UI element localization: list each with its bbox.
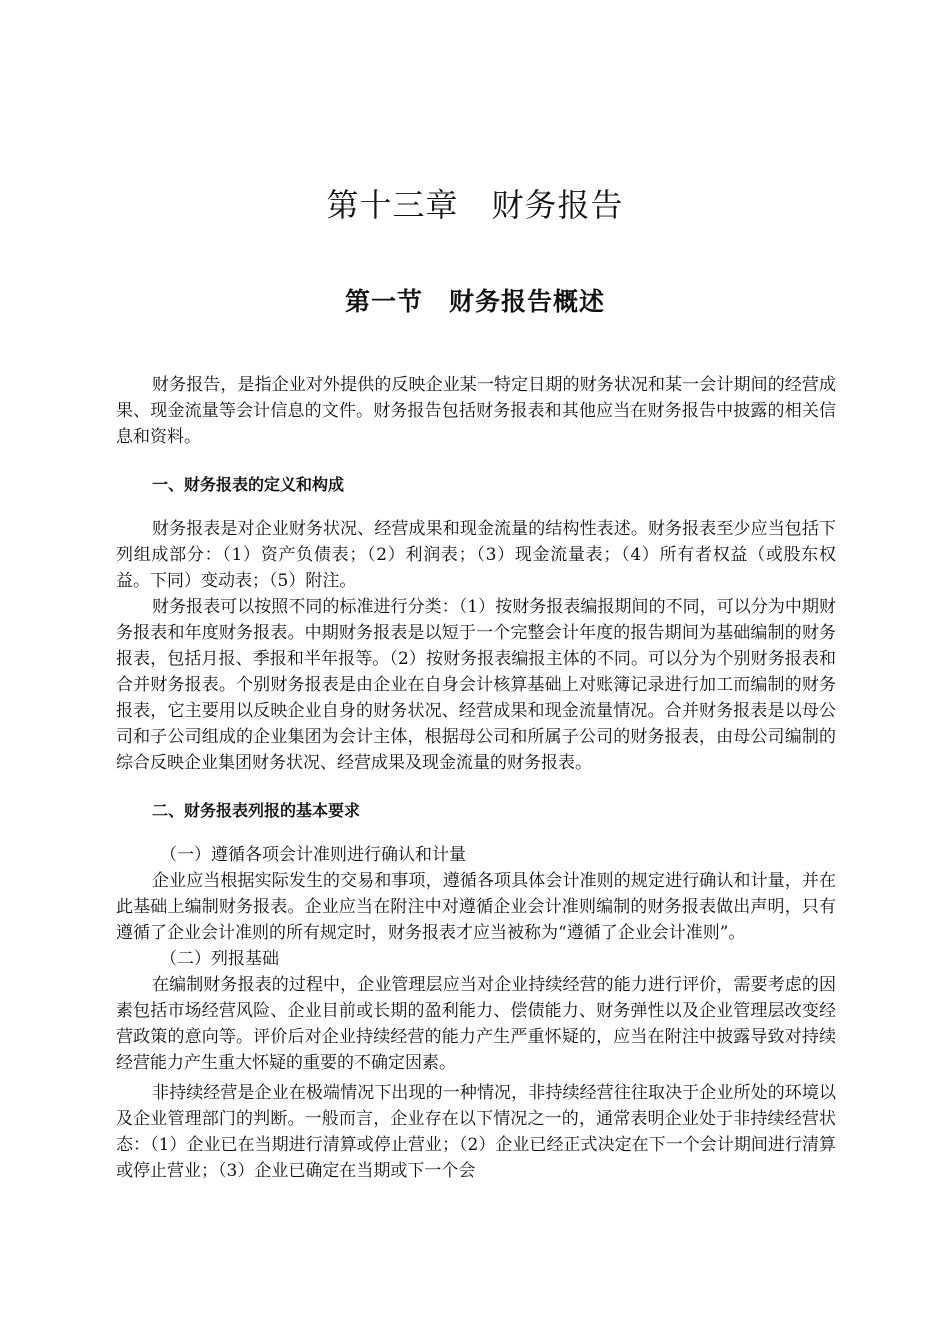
paragraph-accounting-standards: 企业应当根据实际发生的交易和事项，遵循各项具体会计准则的规定进行确认和计量，并在此基础上编制财务报表。企业应当在附注中对遵循企业会计准则编制的财务报表做出声明，只有遵循了企业会计准则的所有规定时，财务报表才应当被称为“遵循了企业会计准则”。 xyxy=(116,871,836,943)
paragraph-statement-components: 财务报表是对企业财务状况、经营成果和现金流量的结构性表述。财务报表至少应当包括下列组成部分：（1）资产负债表；（2）利润表；（3）现金流量表；（4）所有者权益（或股东权益。下同）变动表；（5）附注。 xyxy=(116,519,836,591)
document-body xyxy=(116,372,836,1184)
subheading-accounting-standards: （一）遵循各项会计准则进行确认和计量 xyxy=(160,845,466,865)
paragraph-non-going-concern: 非持续经营是企业在极端情况下出现的一种情况，非持续经营往往取决于企业所处的环境以及企业管理部门的判断。一般而言，企业存在以下情况之一的，通常表明企业处于非持续经营状态：（1）企业已在当期进行清算或停止营业；（2）企业已经正式决定在下一个会计期间进行清算或停止营业；（3）企业已确定在当期或下一个会 xyxy=(116,1083,836,1181)
paragraph-statement-classification: 财务报表可以按照不同的标准进行分类：（1）按财务报表编报期间的不同，可以分为中期财务报表和年度财务报表。中期财务报表是以短于一个完整会计年度的报告期间为基础编制的财务报表，包括月报、季报和半年报等。（2）按财务报表编报主体的不同。可以分为个别财务报表和合并财务报表。个别财务报表是由企业在自身会计核算基础上对账簿记录进行加工而编制的财务报表，它主要用以反映企业自身的财务状况、经营成果和现金流量情况。合并财务报表是以母公司和子公司组成的企业集团为会计主体，根据母公司和所属子公司的财务报表，由母公司编制的综合反映企业集团财务状况、经营成果及现金流量的财务报表。 xyxy=(116,597,836,773)
heading-presentation-requirements: 二、财务报表列报的基本要求 xyxy=(152,801,361,820)
intro-paragraph: 财务报告，是指企业对外提供的反映企业某一特定日期的财务状况和某一会计期间的经营成果、现金流量等会计信息的文件。财务报告包括财务报表和其他应当在财务报告中披露的相关信息和资料。 xyxy=(116,375,836,447)
subheading-presentation-basis: （二）列报基础 xyxy=(160,949,279,969)
heading-financial-statements-definition: 一、财务报表的定义和构成 xyxy=(152,475,345,494)
chapter-title: 第十三章 财务报告 xyxy=(326,186,624,224)
section-title: 第一节 财务报告概述 xyxy=(344,287,605,316)
paragraph-going-concern: 在编制财务报表的过程中，企业管理层应当对企业持续经营的能力进行评价，需要考虑的因素包括市场经营风险、企业目前或长期的盈利能力、偿债能力、财务弹性以及企业管理层改变经营政策的意向等。评价后对企业持续经营的能力产生严重怀疑的，应当在附注中披露导致对持续经营能力产生重大怀疑的重要的不确定因素。 xyxy=(116,975,836,1073)
